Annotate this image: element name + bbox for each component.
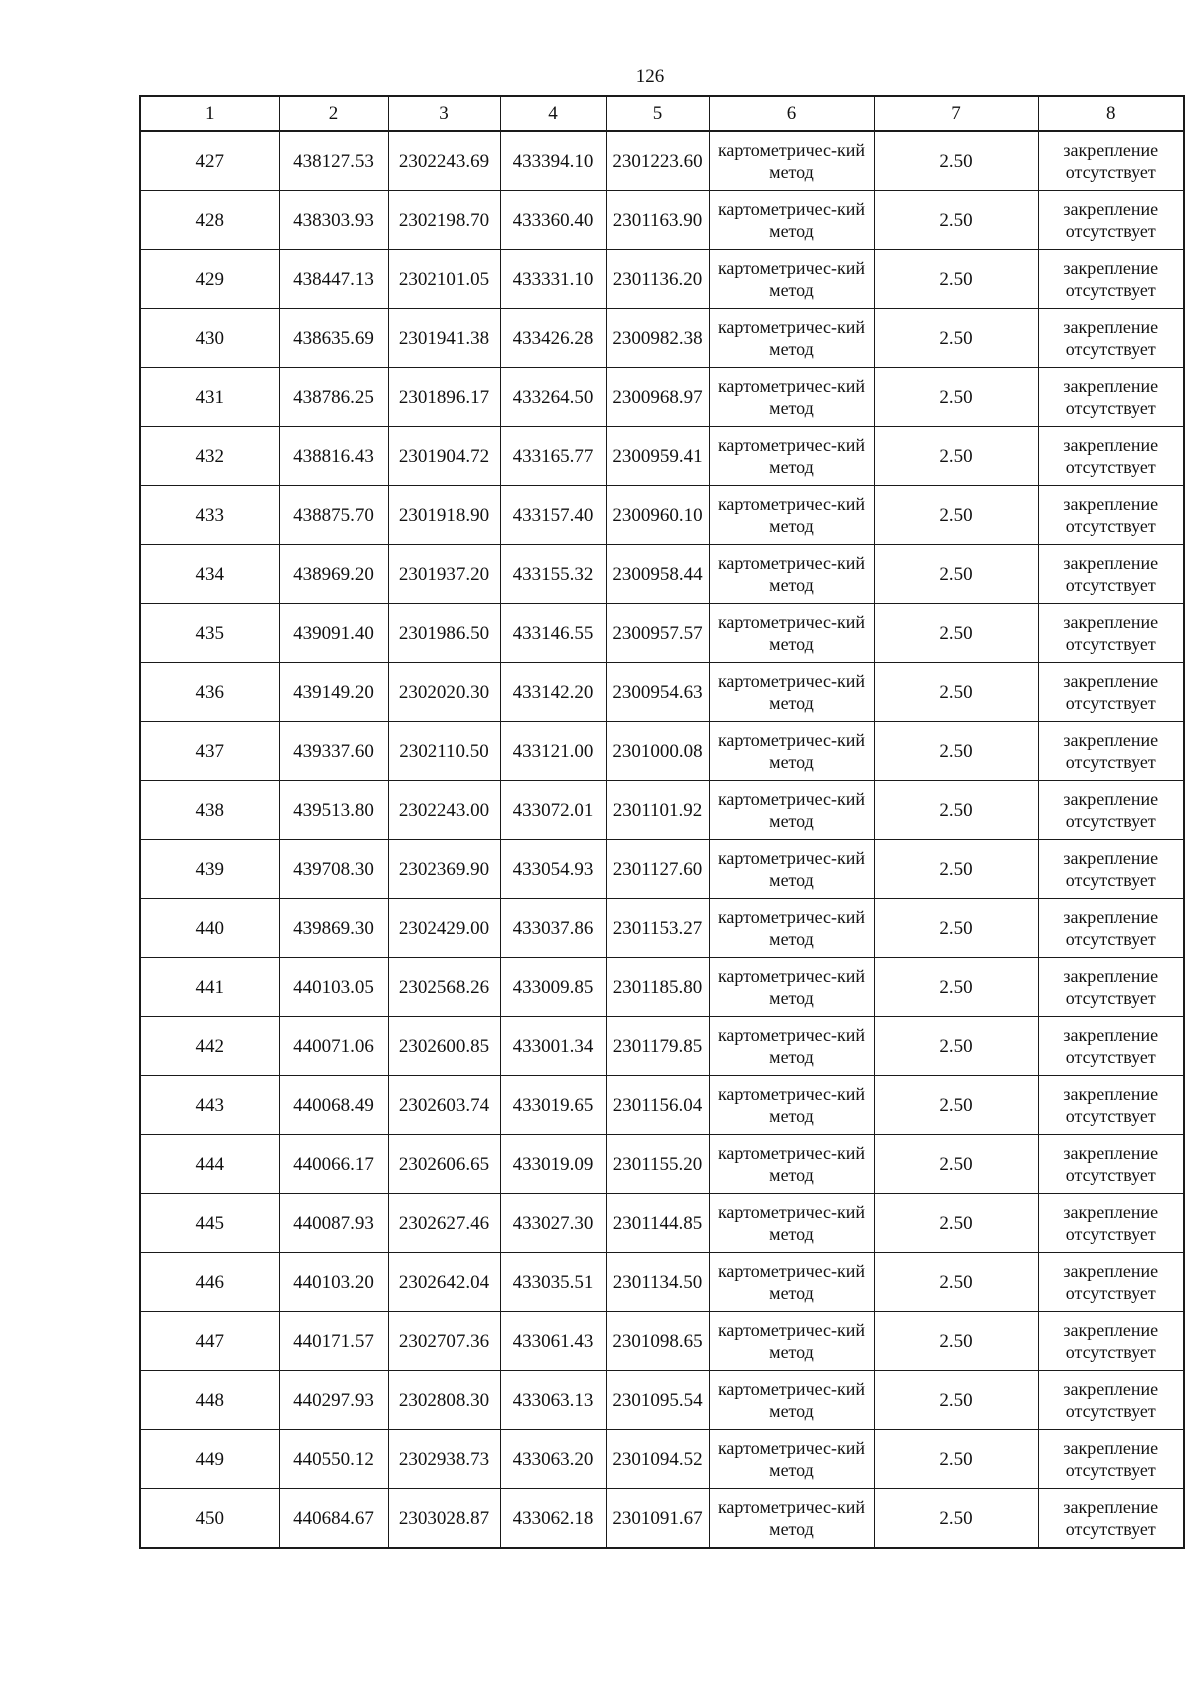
table-row	[140, 604, 1184, 663]
cell-accuracy: 2.50	[874, 368, 1038, 427]
cell-x-coordinate-alt: 433394.10	[500, 131, 606, 191]
cell-x-coordinate: 439091.40	[279, 604, 388, 663]
cell-method: картометричес-кий метод	[709, 899, 874, 958]
cell-y-coordinate-alt: 2301091.67	[606, 1489, 709, 1549]
cell-method: картометричес-кий метод	[709, 781, 874, 840]
cell-fixation-note: закрепление отсутствует	[1038, 368, 1184, 427]
cell-y-coordinate-alt: 2301185.80	[606, 958, 709, 1017]
cell-y-coordinate: 2302600.85	[388, 1017, 500, 1076]
cell-y-coordinate-alt: 2301156.04	[606, 1076, 709, 1135]
column-header-5: 5	[606, 96, 709, 131]
table-row	[140, 781, 1184, 840]
cell-x-coordinate: 438303.93	[279, 191, 388, 250]
cell-y-coordinate: 2301937.20	[388, 545, 500, 604]
cell-method: картометричес-кий метод	[709, 486, 874, 545]
cell-accuracy: 2.50	[874, 131, 1038, 191]
cell-x-coordinate-alt: 433142.20	[500, 663, 606, 722]
cell-x-coordinate-alt: 433426.28	[500, 309, 606, 368]
cell-y-coordinate: 2302568.26	[388, 958, 500, 1017]
cell-point-number: 433	[140, 486, 279, 545]
cell-x-coordinate: 440068.49	[279, 1076, 388, 1135]
cell-y-coordinate-alt: 2300957.57	[606, 604, 709, 663]
column-header-4: 4	[500, 96, 606, 131]
cell-fixation-note: закрепление отсутствует	[1038, 840, 1184, 899]
cell-y-coordinate-alt: 2300968.97	[606, 368, 709, 427]
cell-y-coordinate-alt: 2301134.50	[606, 1253, 709, 1312]
cell-x-coordinate: 439869.30	[279, 899, 388, 958]
cell-x-coordinate: 440103.05	[279, 958, 388, 1017]
cell-y-coordinate: 2302101.05	[388, 250, 500, 309]
cell-x-coordinate-alt: 433027.30	[500, 1194, 606, 1253]
cell-fixation-note: закрепление отсутствует	[1038, 1371, 1184, 1430]
cell-point-number: 432	[140, 427, 279, 486]
cell-y-coordinate-alt: 2301136.20	[606, 250, 709, 309]
cell-fixation-note: закрепление отсутствует	[1038, 250, 1184, 309]
cell-x-coordinate-alt: 433146.55	[500, 604, 606, 663]
column-header-6: 6	[709, 96, 874, 131]
cell-x-coordinate-alt: 433063.20	[500, 1430, 606, 1489]
cell-fixation-note: закрепление отсутствует	[1038, 663, 1184, 722]
cell-point-number: 445	[140, 1194, 279, 1253]
cell-x-coordinate: 438875.70	[279, 486, 388, 545]
cell-point-number: 446	[140, 1253, 279, 1312]
cell-accuracy: 2.50	[874, 427, 1038, 486]
cell-accuracy: 2.50	[874, 899, 1038, 958]
cell-y-coordinate: 2301904.72	[388, 427, 500, 486]
cell-method: картометричес-кий метод	[709, 604, 874, 663]
cell-method: картометричес-кий метод	[709, 722, 874, 781]
cell-point-number: 441	[140, 958, 279, 1017]
cell-fixation-note: закрепление отсутствует	[1038, 1489, 1184, 1549]
cell-point-number: 443	[140, 1076, 279, 1135]
cell-y-coordinate: 2302110.50	[388, 722, 500, 781]
cell-y-coordinate: 2301918.90	[388, 486, 500, 545]
cell-fixation-note: закрепление отсутствует	[1038, 545, 1184, 604]
cell-x-coordinate-alt: 433157.40	[500, 486, 606, 545]
cell-method: картометричес-кий метод	[709, 1312, 874, 1371]
cell-x-coordinate-alt: 433061.43	[500, 1312, 606, 1371]
cell-point-number: 435	[140, 604, 279, 663]
cell-x-coordinate: 440297.93	[279, 1371, 388, 1430]
cell-x-coordinate: 440103.20	[279, 1253, 388, 1312]
coordinates-table	[139, 95, 1185, 1549]
table-row	[140, 1312, 1184, 1371]
cell-y-coordinate: 2302198.70	[388, 191, 500, 250]
cell-fixation-note: закрепление отсутствует	[1038, 1135, 1184, 1194]
cell-method: картометричес-кий метод	[709, 1076, 874, 1135]
cell-accuracy: 2.50	[874, 1253, 1038, 1312]
table-row	[140, 427, 1184, 486]
cell-x-coordinate-alt: 433264.50	[500, 368, 606, 427]
cell-accuracy: 2.50	[874, 1430, 1038, 1489]
cell-accuracy: 2.50	[874, 1312, 1038, 1371]
table-row	[140, 191, 1184, 250]
cell-method: картометричес-кий метод	[709, 1194, 874, 1253]
page-number: 126	[635, 66, 665, 87]
cell-y-coordinate-alt: 2301095.54	[606, 1371, 709, 1430]
table-row	[140, 1076, 1184, 1135]
cell-point-number: 434	[140, 545, 279, 604]
cell-y-coordinate: 2302243.69	[388, 131, 500, 191]
cell-fixation-note: закрепление отсутствует	[1038, 1194, 1184, 1253]
cell-y-coordinate: 2303028.87	[388, 1489, 500, 1549]
cell-fixation-note: закрепление отсутствует	[1038, 722, 1184, 781]
cell-fixation-note: закрепление отсутствует	[1038, 1253, 1184, 1312]
cell-y-coordinate: 2302020.30	[388, 663, 500, 722]
table-row	[140, 368, 1184, 427]
cell-accuracy: 2.50	[874, 191, 1038, 250]
table-row	[140, 1017, 1184, 1076]
cell-fixation-note: закрепление отсутствует	[1038, 899, 1184, 958]
cell-y-coordinate-alt: 2301179.85	[606, 1017, 709, 1076]
table-row	[140, 899, 1184, 958]
cell-point-number: 450	[140, 1489, 279, 1549]
cell-y-coordinate: 2302429.00	[388, 899, 500, 958]
cell-x-coordinate: 440087.93	[279, 1194, 388, 1253]
cell-accuracy: 2.50	[874, 1194, 1038, 1253]
cell-method: картометричес-кий метод	[709, 131, 874, 191]
cell-y-coordinate-alt: 2300960.10	[606, 486, 709, 545]
cell-fixation-note: закрепление отсутствует	[1038, 486, 1184, 545]
cell-point-number: 431	[140, 368, 279, 427]
cell-x-coordinate: 438447.13	[279, 250, 388, 309]
cell-fixation-note: закрепление отсутствует	[1038, 958, 1184, 1017]
cell-y-coordinate-alt: 2301127.60	[606, 840, 709, 899]
cell-method: картометричес-кий метод	[709, 1371, 874, 1430]
table-header-row	[140, 96, 1184, 131]
cell-x-coordinate-alt: 433072.01	[500, 781, 606, 840]
column-header-1: 1	[140, 96, 279, 131]
cell-y-coordinate: 2302603.74	[388, 1076, 500, 1135]
cell-x-coordinate: 439513.80	[279, 781, 388, 840]
cell-accuracy: 2.50	[874, 840, 1038, 899]
table-row	[140, 1135, 1184, 1194]
cell-x-coordinate: 440684.67	[279, 1489, 388, 1549]
cell-x-coordinate: 439337.60	[279, 722, 388, 781]
cell-x-coordinate-alt: 433331.10	[500, 250, 606, 309]
cell-fixation-note: закрепление отсутствует	[1038, 1430, 1184, 1489]
cell-x-coordinate: 440171.57	[279, 1312, 388, 1371]
cell-y-coordinate-alt: 2300958.44	[606, 545, 709, 604]
table-row	[140, 663, 1184, 722]
cell-accuracy: 2.50	[874, 1489, 1038, 1549]
cell-y-coordinate: 2302627.46	[388, 1194, 500, 1253]
cell-x-coordinate: 440550.12	[279, 1430, 388, 1489]
cell-method: картометричес-кий метод	[709, 1489, 874, 1549]
table-row	[140, 1489, 1184, 1549]
cell-y-coordinate: 2302606.65	[388, 1135, 500, 1194]
cell-x-coordinate: 439149.20	[279, 663, 388, 722]
table-row	[140, 1253, 1184, 1312]
cell-accuracy: 2.50	[874, 1371, 1038, 1430]
cell-fixation-note: закрепление отсутствует	[1038, 427, 1184, 486]
table-row	[140, 1371, 1184, 1430]
cell-y-coordinate-alt: 2301098.65	[606, 1312, 709, 1371]
cell-point-number: 439	[140, 840, 279, 899]
cell-x-coordinate-alt: 433037.86	[500, 899, 606, 958]
cell-x-coordinate: 439708.30	[279, 840, 388, 899]
cell-point-number: 436	[140, 663, 279, 722]
cell-y-coordinate: 2302938.73	[388, 1430, 500, 1489]
cell-accuracy: 2.50	[874, 309, 1038, 368]
cell-x-coordinate: 440066.17	[279, 1135, 388, 1194]
table-row	[140, 309, 1184, 368]
cell-x-coordinate: 438969.20	[279, 545, 388, 604]
cell-fixation-note: закрепление отсутствует	[1038, 131, 1184, 191]
cell-accuracy: 2.50	[874, 1076, 1038, 1135]
cell-y-coordinate: 2301941.38	[388, 309, 500, 368]
cell-method: картометричес-кий метод	[709, 368, 874, 427]
cell-method: картометричес-кий метод	[709, 958, 874, 1017]
cell-y-coordinate-alt: 2301000.08	[606, 722, 709, 781]
cell-y-coordinate-alt: 2301101.92	[606, 781, 709, 840]
cell-x-coordinate-alt: 433063.13	[500, 1371, 606, 1430]
cell-y-coordinate: 2302642.04	[388, 1253, 500, 1312]
table-body	[140, 131, 1184, 1548]
cell-method: картометричес-кий метод	[709, 191, 874, 250]
table-row	[140, 1194, 1184, 1253]
cell-x-coordinate-alt: 433019.65	[500, 1076, 606, 1135]
cell-point-number: 428	[140, 191, 279, 250]
table-row	[140, 486, 1184, 545]
cell-accuracy: 2.50	[874, 958, 1038, 1017]
cell-accuracy: 2.50	[874, 663, 1038, 722]
cell-accuracy: 2.50	[874, 486, 1038, 545]
cell-accuracy: 2.50	[874, 781, 1038, 840]
table-row	[140, 131, 1184, 191]
cell-method: картометричес-кий метод	[709, 1017, 874, 1076]
cell-y-coordinate-alt: 2301155.20	[606, 1135, 709, 1194]
cell-x-coordinate: 438635.69	[279, 309, 388, 368]
cell-x-coordinate-alt: 433054.93	[500, 840, 606, 899]
cell-x-coordinate-alt: 433062.18	[500, 1489, 606, 1549]
cell-point-number: 429	[140, 250, 279, 309]
cell-y-coordinate: 2302707.36	[388, 1312, 500, 1371]
cell-fixation-note: закрепление отсутствует	[1038, 1017, 1184, 1076]
cell-method: картометричес-кий метод	[709, 545, 874, 604]
cell-x-coordinate: 440071.06	[279, 1017, 388, 1076]
cell-x-coordinate-alt: 433360.40	[500, 191, 606, 250]
cell-accuracy: 2.50	[874, 1017, 1038, 1076]
cell-point-number: 442	[140, 1017, 279, 1076]
cell-y-coordinate-alt: 2301223.60	[606, 131, 709, 191]
cell-accuracy: 2.50	[874, 250, 1038, 309]
cell-accuracy: 2.50	[874, 1135, 1038, 1194]
cell-method: картометричес-кий метод	[709, 1135, 874, 1194]
cell-x-coordinate-alt: 433035.51	[500, 1253, 606, 1312]
cell-y-coordinate-alt: 2300959.41	[606, 427, 709, 486]
cell-x-coordinate-alt: 433019.09	[500, 1135, 606, 1194]
table-row	[140, 722, 1184, 781]
cell-fixation-note: закрепление отсутствует	[1038, 191, 1184, 250]
cell-method: картометричес-кий метод	[709, 427, 874, 486]
cell-x-coordinate: 438786.25	[279, 368, 388, 427]
cell-point-number: 427	[140, 131, 279, 191]
column-header-7: 7	[874, 96, 1038, 131]
cell-method: картометричес-кий метод	[709, 250, 874, 309]
cell-fixation-note: закрепление отсутствует	[1038, 1076, 1184, 1135]
column-header-3: 3	[388, 96, 500, 131]
cell-y-coordinate-alt: 2300982.38	[606, 309, 709, 368]
cell-method: картометричес-кий метод	[709, 840, 874, 899]
cell-x-coordinate-alt: 433009.85	[500, 958, 606, 1017]
cell-method: картометричес-кий метод	[709, 1253, 874, 1312]
cell-point-number: 430	[140, 309, 279, 368]
cell-x-coordinate-alt: 433121.00	[500, 722, 606, 781]
cell-y-coordinate: 2302243.00	[388, 781, 500, 840]
cell-y-coordinate-alt: 2300954.63	[606, 663, 709, 722]
cell-x-coordinate-alt: 433001.34	[500, 1017, 606, 1076]
table-row	[140, 250, 1184, 309]
cell-y-coordinate: 2301986.50	[388, 604, 500, 663]
cell-point-number: 440	[140, 899, 279, 958]
table-row	[140, 958, 1184, 1017]
cell-method: картометричес-кий метод	[709, 1430, 874, 1489]
cell-y-coordinate: 2302369.90	[388, 840, 500, 899]
cell-y-coordinate-alt: 2301144.85	[606, 1194, 709, 1253]
cell-fixation-note: закрепление отсутствует	[1038, 309, 1184, 368]
cell-y-coordinate-alt: 2301153.27	[606, 899, 709, 958]
cell-accuracy: 2.50	[874, 722, 1038, 781]
cell-x-coordinate: 438816.43	[279, 427, 388, 486]
cell-point-number: 437	[140, 722, 279, 781]
table-row	[140, 1430, 1184, 1489]
column-header-2: 2	[279, 96, 388, 131]
cell-x-coordinate: 438127.53	[279, 131, 388, 191]
cell-point-number: 448	[140, 1371, 279, 1430]
cell-accuracy: 2.50	[874, 604, 1038, 663]
cell-method: картометричес-кий метод	[709, 309, 874, 368]
cell-fixation-note: закрепление отсутствует	[1038, 604, 1184, 663]
column-header-8: 8	[1038, 96, 1184, 131]
cell-y-coordinate-alt: 2301094.52	[606, 1430, 709, 1489]
table-row	[140, 545, 1184, 604]
cell-y-coordinate: 2302808.30	[388, 1371, 500, 1430]
cell-y-coordinate-alt: 2301163.90	[606, 191, 709, 250]
cell-point-number: 449	[140, 1430, 279, 1489]
cell-x-coordinate-alt: 433165.77	[500, 427, 606, 486]
cell-y-coordinate: 2301896.17	[388, 368, 500, 427]
cell-fixation-note: закрепление отсутствует	[1038, 781, 1184, 840]
cell-method: картометричес-кий метод	[709, 663, 874, 722]
cell-x-coordinate-alt: 433155.32	[500, 545, 606, 604]
cell-point-number: 444	[140, 1135, 279, 1194]
cell-accuracy: 2.50	[874, 545, 1038, 604]
table-row	[140, 840, 1184, 899]
cell-point-number: 438	[140, 781, 279, 840]
cell-point-number: 447	[140, 1312, 279, 1371]
cell-fixation-note: закрепление отсутствует	[1038, 1312, 1184, 1371]
